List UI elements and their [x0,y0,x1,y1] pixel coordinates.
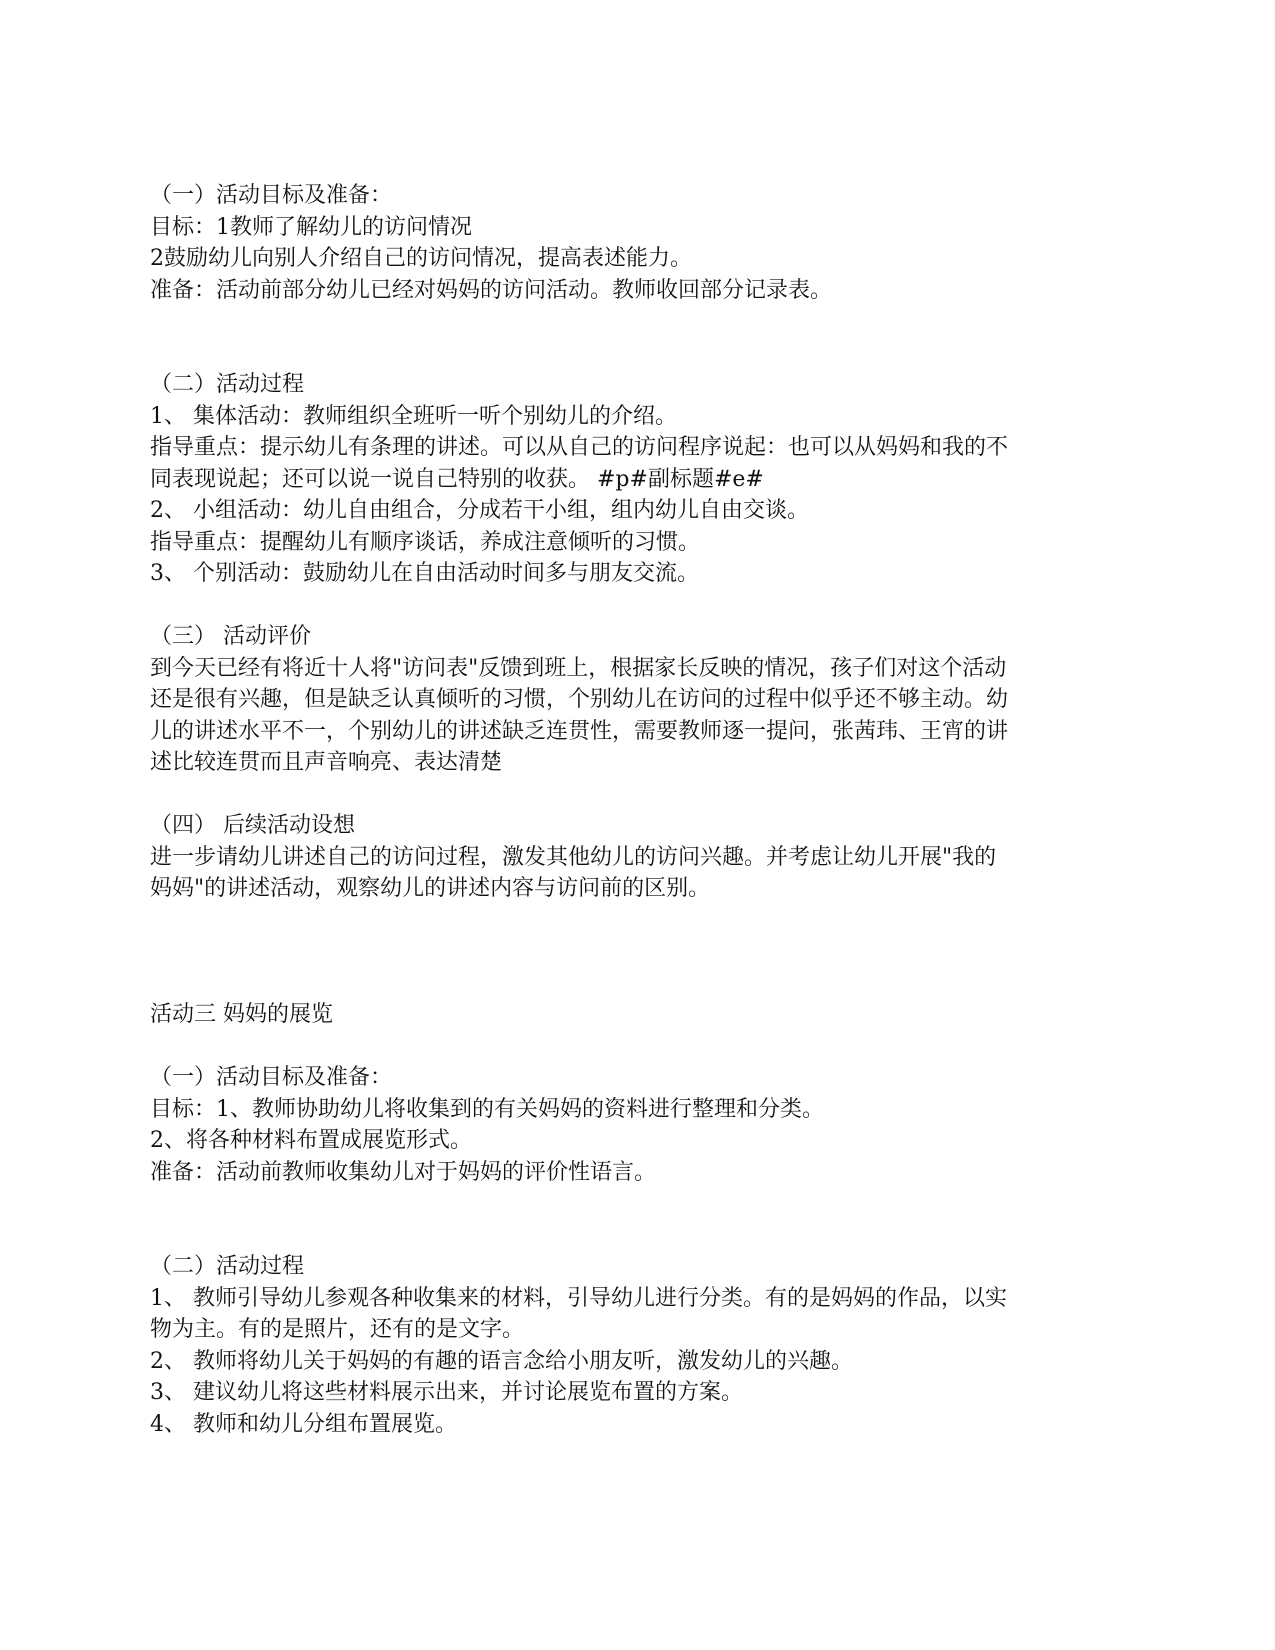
section-heading: （二）活动过程 [150,1254,305,1279]
spacer [150,1031,1130,1063]
process-item: 2、 教师将幼儿关于妈妈的有趣的语言念给小朋友听，激发幼儿的兴趣。 [150,1348,853,1374]
spacer [150,905,1130,1000]
section-heading: （四） 后续活动设想 [150,813,355,838]
evaluation-line: 儿的讲述水平不一，个别幼儿的讲述缺乏连贯性，需要教师逐一提问，张茜玮、王宵的讲 [150,718,1009,744]
spacer [150,1188,1130,1251]
evaluation-line: 还是很有兴趣，但是缺乏认真倾听的习惯，个别幼儿在访问的过程中似乎还不够主动。幼 [150,687,1009,712]
goal-line: 2、将各种材料布置成展览形式。 [150,1128,472,1153]
guidance-line: 指导重点：提醒幼儿有顺序谈话，养成注意倾听的习惯。 [150,529,701,555]
spacer [150,306,1130,369]
followup-line: 妈妈"的讲述活动，观察幼儿的讲述内容与访问前的区别。 [150,876,711,901]
process-item: 4、 教师和幼儿分组布置展览。 [150,1411,457,1437]
goal-line: 目标：1教师了解幼儿的访问情况 [150,214,472,240]
preparation-line: 准备：活动前部分幼儿已经对妈妈的访问活动。教师收回部分记录表。 [150,277,833,303]
process-item: 3、 建议幼儿将这些材料展示出来，并讨论展览布置的方案。 [150,1380,743,1405]
goal-line: 2鼓励幼儿向别人介绍自己的访问情况，提高表述能力。 [150,246,692,271]
goal-line: 目标：1、教师协助幼儿将收集到的有关妈妈的资料进行整理和分类。 [150,1096,824,1122]
evaluation-line: 到今天已经有将近十人将"访问表"反馈到班上，根据家长反映的情况，孩子们对这个活动 [150,655,1007,681]
preparation-line: 准备：活动前教师收集幼儿对于妈妈的评价性语言。 [150,1159,657,1185]
section-heading: （一）活动目标及准备： [150,1065,393,1090]
guidance-line: 指导重点：提示幼儿有条理的讲述。可以从自己的访问程序说起：也可以从妈妈和我的不 [150,435,1009,460]
guidance-line: 同表现说起；还可以说一说自己特别的收获。 #p#副标题#e# [150,466,764,492]
process-item: 1、 教师引导幼儿参观各种收集来的材料，引导幼儿进行分类。有的是妈妈的作品，以实 [150,1285,1007,1311]
followup-line: 进一步请幼儿讲述自己的访问过程，激发其他幼儿的访问兴趣。并考虑让幼儿开展"我的 [150,844,997,870]
process-item: 3、 个别活动：鼓励幼儿在自由活动时间多与朋友交流。 [150,561,699,586]
section-heading: （一）活动目标及准备： [150,183,393,208]
section-heading: （二）活动过程 [150,372,305,397]
process-item: 物为主。有的是照片，还有的是文字。 [150,1317,525,1342]
process-item: 1、 集体活动：教师组织全班听一听个别幼儿的介绍。 [150,403,677,429]
section-heading: （三） 活动评价 [150,624,311,649]
activity-title: 活动三 妈妈的展览 [150,1002,333,1027]
spacer [150,590,1130,622]
document-page [150,180,1130,1440]
spacer [150,779,1130,811]
process-item: 2、 小组活动：幼儿自由组合，分成若干小组，组内幼儿自由交谈。 [150,498,809,523]
evaluation-line: 述比较连贯而且声音响亮、表达清楚 [150,750,503,775]
